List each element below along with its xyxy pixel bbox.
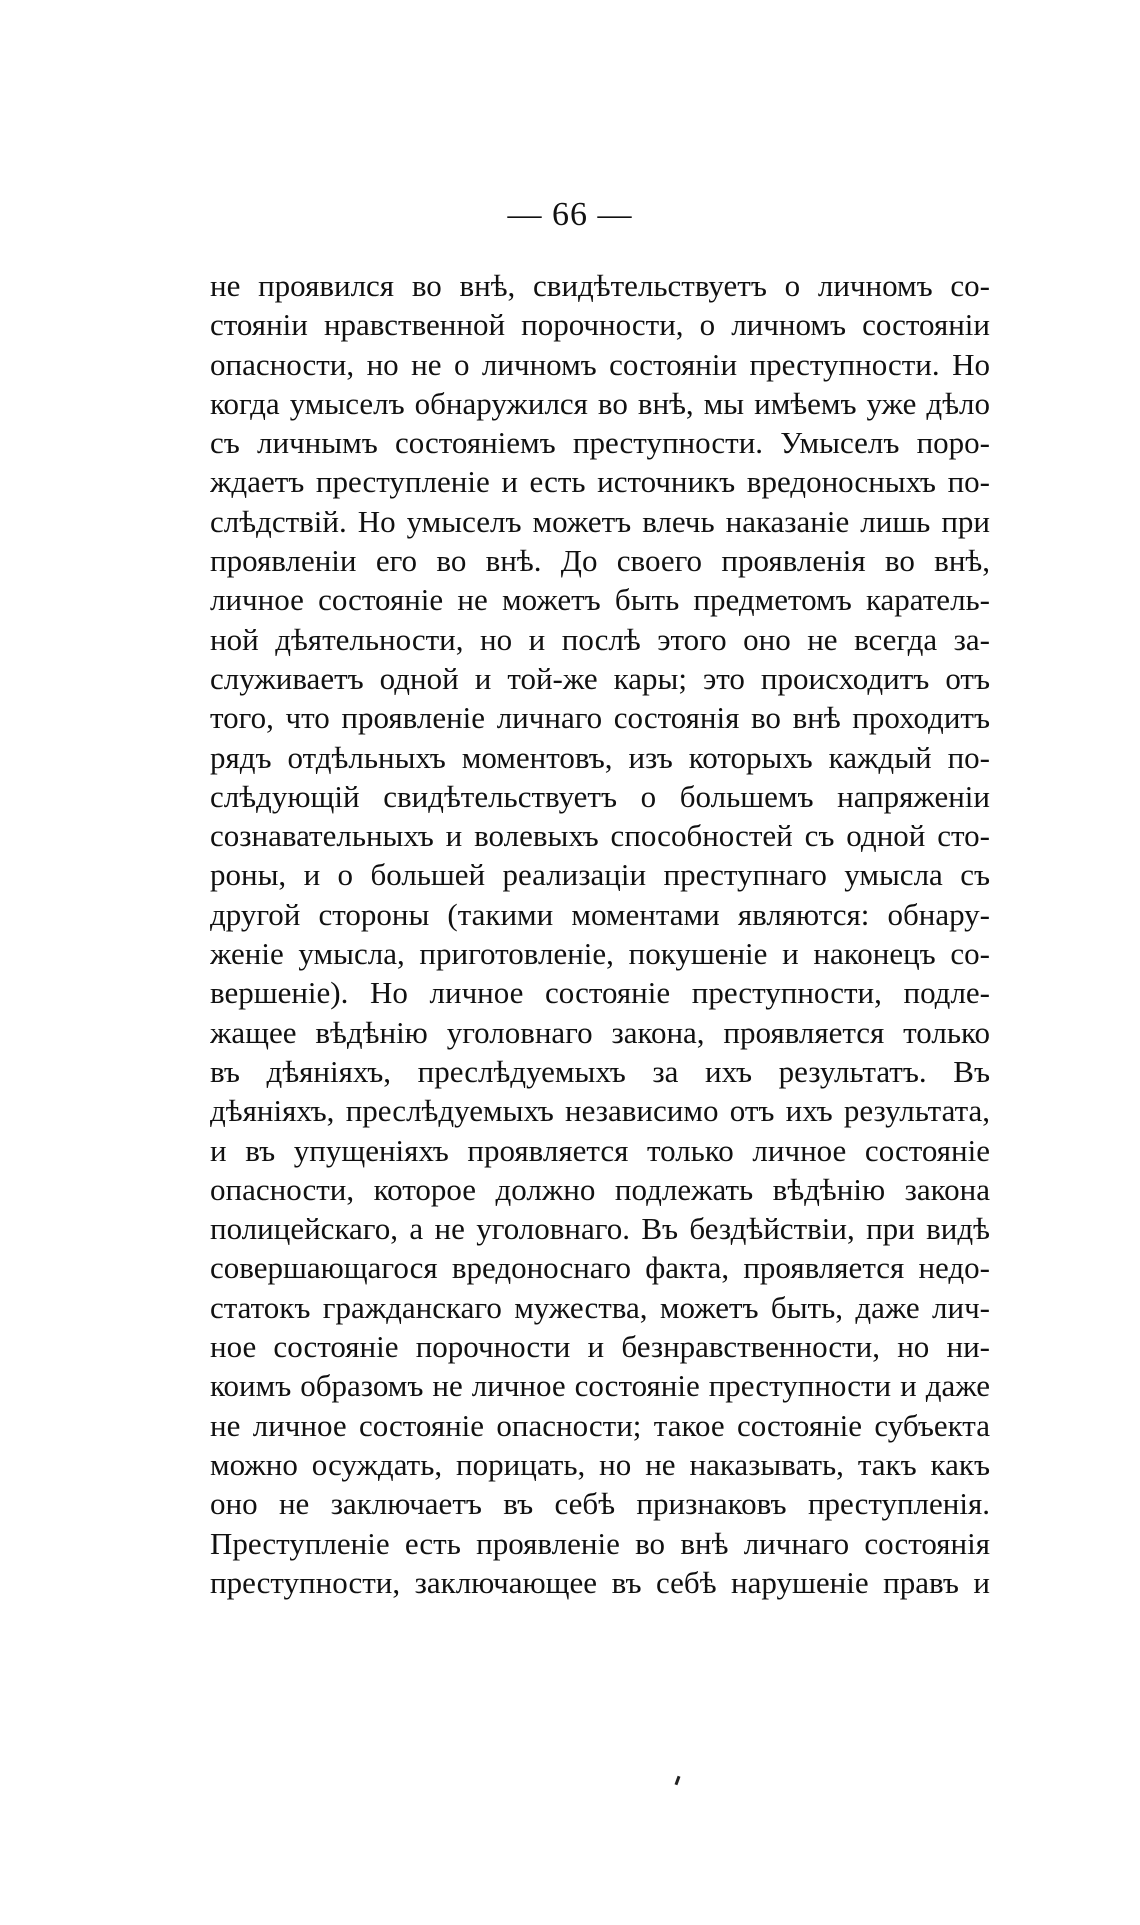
text-line: женіе умысла, приготовленіе, покушеніе и наконецъ со- <box>210 936 990 972</box>
text-line: не проявился во внѣ, свидѣтельствуетъ о личномъ со- <box>210 268 990 303</box>
text-line: вершеніе). Но личное состояніе преступности, подле- <box>210 975 990 1011</box>
text-line: въ дѣяніяхъ, преслѣдуемыхъ за ихъ результатъ. Въ <box>210 1053 990 1089</box>
text-line: жащее вѣдѣнію уголовнаго закона, проявляется только <box>210 1014 990 1050</box>
text-line: совершающагося вредоноснаго факта, проявляется недо- <box>210 1250 990 1286</box>
text-line: статокъ гражданскаго мужества, можетъ быть, даже лич- <box>210 1289 990 1325</box>
text-line: и въ упущеніяхъ проявляется только личное состояніе <box>210 1132 990 1168</box>
text-line: Преступленіе есть проявленіе во внѣ личнаго состоянія <box>210 1525 990 1561</box>
text-line: коимъ образомъ не личное состояніе преступности и даже <box>210 1368 990 1404</box>
text-line: того, что проявленіе личнаго состоянія во внѣ проходитъ <box>210 700 990 736</box>
text-line: оно не заключаетъ въ себѣ признаковъ преступленія. <box>210 1486 990 1522</box>
text-line: преступности, заключающее въ себѣ нарушеніе правъ и <box>210 1564 990 1600</box>
text-line: слѣдующій свидѣтельствуетъ о большемъ напряженіи <box>210 778 990 814</box>
text-line: не личное состояніе опасности; такое состояніе субъекта <box>210 1407 990 1443</box>
text-line: опасности, которое должно подлежать вѣдѣнію закона <box>210 1171 990 1207</box>
text-line: съ личнымъ состояніемъ преступности. Умыселъ поро- <box>210 425 990 461</box>
text-line: другой стороны (такими моментами являются: обнару- <box>210 896 990 932</box>
text-line: дѣяніяхъ, преслѣдуемыхъ независимо отъ ихъ результата, <box>210 1093 990 1129</box>
print-speck <box>675 1776 681 1785</box>
text-line: можно осуждать, порицать, но не наказывать, такъ какъ <box>210 1446 990 1482</box>
text-line: полицейскаго, а не уголовнаго. Въ бездѣйствіи, при видѣ <box>210 1211 990 1247</box>
text-line: ной дѣятельности, но и послѣ этого оно не всегда за- <box>210 621 990 657</box>
text-line: служиваетъ одной и той-же кары; это происходитъ отъ <box>210 660 990 696</box>
text-line: стояніи нравственной порочности, о личномъ состояніи <box>210 307 990 343</box>
text-line: слѣдствій. Но умыселъ можетъ влечь наказаніе лишь при <box>210 503 990 539</box>
text-line: ждаетъ преступленіе и есть источникъ вредоносныхъ по- <box>210 464 990 500</box>
page-number: — 66 — <box>507 196 633 233</box>
body-text <box>210 266 990 1602</box>
text-line: личное состояніе не можетъ быть предметомъ каратель- <box>210 582 990 618</box>
text-line: рядъ отдѣльныхъ моментовъ, изъ которыхъ каждый по- <box>210 739 990 775</box>
text-line: опасности, но не о личномъ состояніи преступности. Но <box>210 346 990 382</box>
text-line: ное состояніе порочности и безнравственности, но ни- <box>210 1329 990 1365</box>
text-line: когда умыселъ обнаружился во внѣ, мы имѣемъ уже дѣло <box>210 385 990 421</box>
text-line: проявленіи его во внѣ. До своего проявленія во внѣ, <box>210 543 990 579</box>
text-line: сознавательныхъ и волевыхъ способностей съ одной сто- <box>210 818 990 854</box>
text-line: роны, и о большей реализаціи преступнаго умысла съ <box>210 857 990 893</box>
